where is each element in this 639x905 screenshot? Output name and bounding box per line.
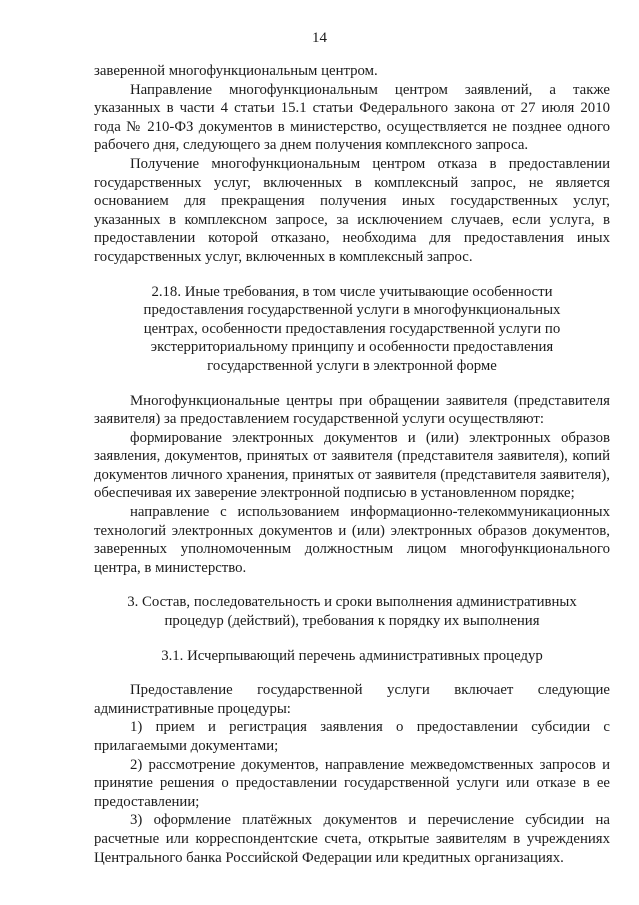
paragraph: Предоставление государственной услуги включает следующие административные процедуры: [94, 682, 610, 717]
paragraph: формирование электронных документов и (или) электронных образов заявления, документов, принятых от заявителя (представителя заявителя), копий документов личного хранения, принятых от заявителя (представителя заявителя), обеспечивая их заверение электронной подписью в установленном порядке; [94, 429, 610, 502]
section-heading-2-18: 2.18. Иные требования, в том числе учитывающие особенности предоставления государственной услуги в многофункциональных центрах, особенности предоставления государственной услуги по экстерриториальному принципу и особенности предоставления государственной услуги в электронной форме [143, 283, 561, 374]
paragraph: Получение многофункциональным центром отказа в предоставлении государственных услуг, включенных в комплексный запрос, не является основанием для прекращения получения иных государственных услуг, указанных в комплексном запросе, за исключением случаев, если услуга, в предоставлении которой отказано, необходима для предоставления иных государственных услуг, включенных в комплексный запрос. [94, 155, 610, 265]
list-item: 1) прием и регистрация заявления о предоставлении субсидии с прилагаемыми документами; [94, 719, 610, 754]
paragraph: Направление многофункциональным центром заявлений, а также указанных в части 4 статьи 15.1 статьи Федерального закона от 27 июля 2010 года № 210-ФЗ документов в министерство, осуществляется не позднее одного рабочего дня, следующего за днем получения комплексного запроса. [94, 81, 610, 154]
document-body [94, 62, 610, 867]
paragraph: направление с использованием информационно-телекоммуникационных технологий электронных документов и (или) электронных образов документов, заверенных уполномоченным должностным лицом многофункционального центра, в министерство. [94, 504, 610, 576]
list-item: 3) оформление платёжных документов и перечисление субсидии на расчетные или корреспондентские счета, открытые заявителям в учреждениях Центрального банка Российской Федерации или кредитных организациях. [94, 812, 610, 866]
paragraph: заверенной многофункциональным центром. [94, 63, 378, 79]
section-heading-3: 3. Состав, последовательность и сроки выполнения административных процедур (действий), требования к порядку их выполнения [127, 594, 577, 630]
page-number: 14 [312, 30, 327, 46]
paragraph: Многофункциональные центры при обращении заявителя (представителя заявителя) за предоставлением государственной услуги осуществляют: [94, 392, 610, 428]
section-heading-3-1: 3.1. Исчерпывающий перечень административных процедур [161, 647, 543, 664]
list-item: 2) рассмотрение документов, направление межведомственных запросов и принятие решения о предоставлении государственной услуги или отказе в ее предоставлении; [94, 756, 610, 810]
